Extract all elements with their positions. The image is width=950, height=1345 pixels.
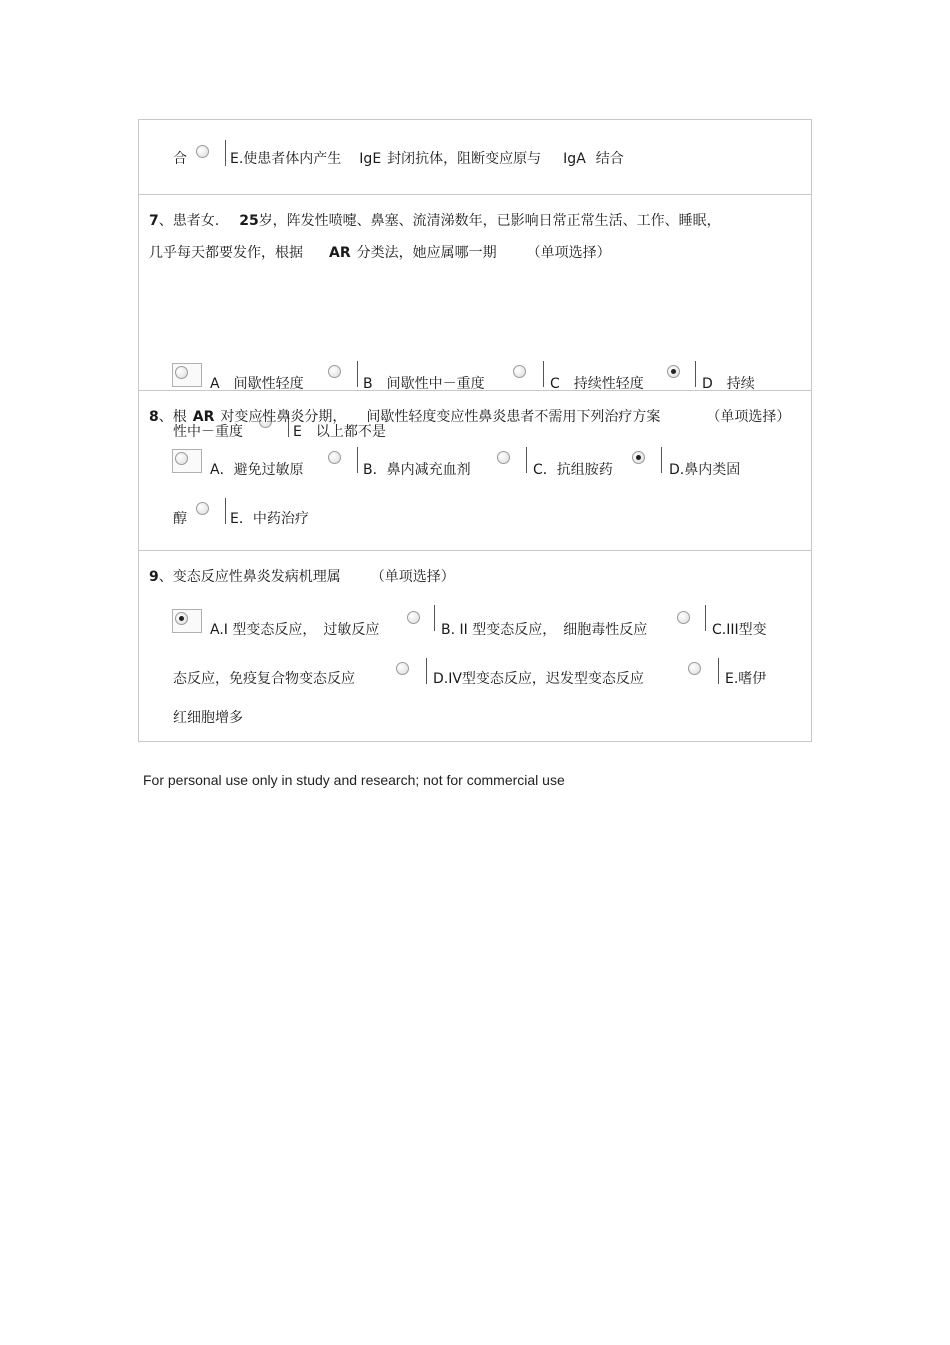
wrap-text: 性中－重度: [173, 424, 243, 440]
radio-option-e[interactable]: [196, 145, 209, 158]
option-label: D.IV型变态反应，迟发型变态反应: [433, 671, 644, 687]
separator: [661, 447, 662, 473]
radio-frame: [172, 449, 202, 473]
radio-option-b[interactable]: [328, 451, 341, 464]
separator: [426, 658, 427, 684]
option-label: A 间歇性轻度: [210, 376, 304, 392]
separator: [357, 361, 358, 387]
question-7-stem: 7、患者女. 25岁，阵发性喷嚏、鼻塞、流清涕数年，已影响日常正常生活、工作、睡眠，: [149, 213, 721, 229]
radio-option-c[interactable]: [513, 365, 526, 378]
wrap-text: 态反应，免疫复合物变态反应: [173, 671, 355, 687]
radio-option-d[interactable]: [667, 365, 680, 378]
option-label: C．抗组胺药: [533, 462, 613, 478]
option-label: C 持续性轻度: [550, 376, 644, 392]
radio-frame: [172, 609, 202, 633]
radio-option-a[interactable]: [175, 612, 188, 625]
wrap-text: 醇: [173, 511, 187, 527]
option-label: D 持续: [702, 376, 755, 392]
radio-option-c[interactable]: [497, 451, 510, 464]
separator: [225, 498, 226, 524]
radio-option-a[interactable]: [175, 452, 188, 465]
separator: [526, 447, 527, 473]
radio-option-d[interactable]: [396, 662, 409, 675]
option-label: B 间歇性中－重度: [363, 376, 485, 392]
question-7-stem-line2: 几乎每天都要发作，根据 AR 分类法，她应属哪一期 （单项选择）: [149, 245, 611, 261]
question-9: [139, 551, 811, 741]
option-label: B. II 型变态反应， 细胞毒性反应: [441, 622, 648, 638]
radio-option-e[interactable]: [688, 662, 701, 675]
radio-option-e[interactable]: [196, 502, 209, 515]
question-8: [139, 391, 811, 551]
option-e-label: E.使患者体内产生 IgE 封闭抗体，阻断变应原与 IgA 结合: [230, 151, 624, 167]
question-9-stem: 9、变态反应性鼻炎发病机理属 （单项选择）: [149, 569, 455, 585]
separator: [225, 140, 226, 166]
radio-option-d[interactable]: [632, 451, 645, 464]
footer-notice: For personal use only in study and research; not for commercial use: [143, 772, 565, 788]
question-8-stem: 8、根 AR 对变应性鼻炎分期， 间歇性轻度变应性鼻炎患者不需用下列治疗方案 （单项选择）: [149, 409, 791, 425]
separator: [543, 361, 544, 387]
option-label: A.I 型变态反应， 过敏反应: [210, 622, 380, 638]
separator: [434, 605, 435, 631]
separator: [718, 658, 719, 684]
option-label: D.鼻内类固: [669, 462, 741, 478]
option-label: B．鼻内减充血剂: [363, 462, 471, 478]
option-label: C.III型变: [712, 622, 767, 638]
option-label: E 以上都不是: [293, 424, 386, 440]
wrap-text: 红细胞增多: [173, 710, 243, 726]
separator: [705, 605, 706, 631]
question-6-tail: [139, 120, 811, 195]
quiz-panel: [138, 119, 812, 742]
separator: [357, 447, 358, 473]
radio-frame: [172, 363, 202, 387]
option-label: E．中药治疗: [230, 511, 309, 527]
option-label: E.嗜伊: [725, 671, 767, 687]
radio-option-c[interactable]: [677, 611, 690, 624]
radio-option-b[interactable]: [328, 365, 341, 378]
radio-option-b[interactable]: [407, 611, 420, 624]
radio-option-a[interactable]: [175, 366, 188, 379]
option-label: A．避免过敏原: [210, 462, 304, 478]
separator: [695, 361, 696, 387]
wrap-text: 合: [173, 151, 187, 167]
